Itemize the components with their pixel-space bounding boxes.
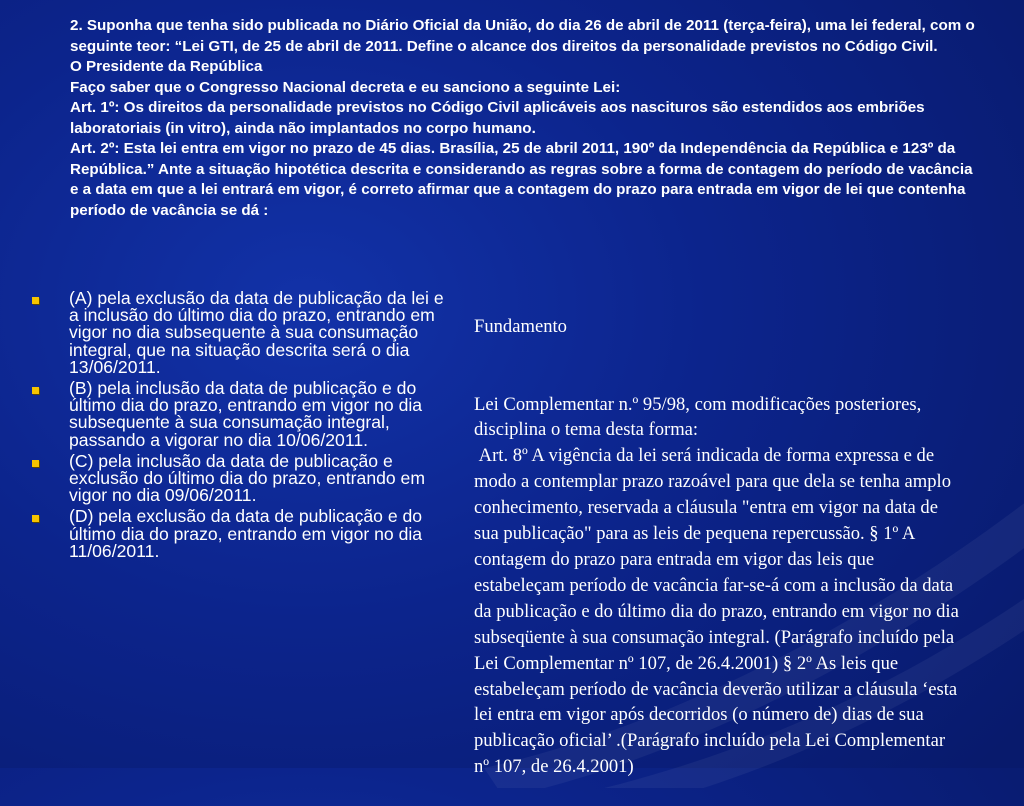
option-c xyxy=(28,450,448,506)
option-d-text: (D) pela exclusão da data de publicação e do último dia do prazo, entrando em vigor no dia 11/06/2011. xyxy=(69,506,423,561)
option-c-text: (C) pela inclusão da data de publicação e exclusão do último dia do prazo, entrando em vigor no dia 09/06/2011. xyxy=(69,450,425,506)
fundamento-body: Lei Complementar n.º 95/98, com modificações posteriores, disciplina o tema desta forma: Art. 8º A vigência da lei será indicada de forma expressa e de modo a contemplar prazo razoável para que dela se tenha amplo conhecimento, reservada a cláusula "entra em vigor na data de sua publicação" para as leis de pequena repercussão. § 1º A contagem do prazo para entrada em vigor das leis que estabeleçam período de vacância far-se-á com a inclusão da data da publicação e do último dia do prazo, entrando em vigor no dia subseqüente à sua consumação integral. (Parágrafo incluído pela Lei Complementar nº 107, de 26.4.2001) § 2º As leis que estabeleçam período de vacância deverão utilizar a cláusula ‘esta lei entra em vigor após decorridos (o número de) dias de sua publicação oficial’ .(Parágrafo incluído pela Lei Complementar nº 107, de 26.4.2001) xyxy=(474,393,959,778)
question-article-2: Art. 2º: Esta lei entra em vigor no prazo de 45 dias. Brasília, 25 de abril 2011, 190º da Independência da República e 123º da República.” Ante a situação hipotética descrita e considerando as regras sobre a forma de contagem do período de vacância e a data em que a lei entrará em vigor, é correto afirmar que a contagem do prazo para entrada em vigor de lei que contenha período de vacância se dá : xyxy=(70,140,973,219)
square-bullet-icon xyxy=(32,297,39,304)
question-text xyxy=(70,16,980,221)
answer-options-list xyxy=(28,290,448,564)
square-bullet-icon xyxy=(32,387,39,394)
question-decree-line: Faço saber que o Congresso Nacional decreta e eu sanciono a seguinte Lei: xyxy=(70,78,621,96)
square-bullet-icon xyxy=(32,515,39,522)
option-a xyxy=(28,290,448,376)
fundamento-panel xyxy=(474,262,964,806)
question-president-line: O Presidente da República xyxy=(70,58,263,75)
square-bullet-icon xyxy=(32,460,39,467)
option-a-text: (A) pela exclusão da data de publicação da lei e a inclusão do último dia do prazo, entrando em vigor no dia subsequente à sua consumação integral, que na situação descrita será o dia 13/06/2011. xyxy=(69,288,444,377)
fundamento-title: Fundamento xyxy=(474,315,567,337)
question-intro: 2. Suponha que tenha sido publicada no Diário Oficial da União, do dia 26 de abril de 2011 (terça-feira), uma lei federal, com o seguinte teor: “Lei GTI, de 25 de abril de 2011. Define o alcance dos direitos da personalidade previstos no Código Civil. xyxy=(70,17,975,55)
question-article-1: Art. 1º: Os direitos da personalidade previstos no Código Civil aplicáveis aos nascituros são estendidos aos embriões laboratoriais (in vitro), ainda não implantados no corpo humano. xyxy=(70,99,925,137)
option-b-text: (B) pela inclusão da data de publicação e do último dia do prazo, entrando em vigor no dia subsequente à sua consumação integral, passando a vigorar no dia 10/06/2011. xyxy=(69,378,423,450)
option-b xyxy=(28,380,448,449)
option-d xyxy=(28,508,448,560)
